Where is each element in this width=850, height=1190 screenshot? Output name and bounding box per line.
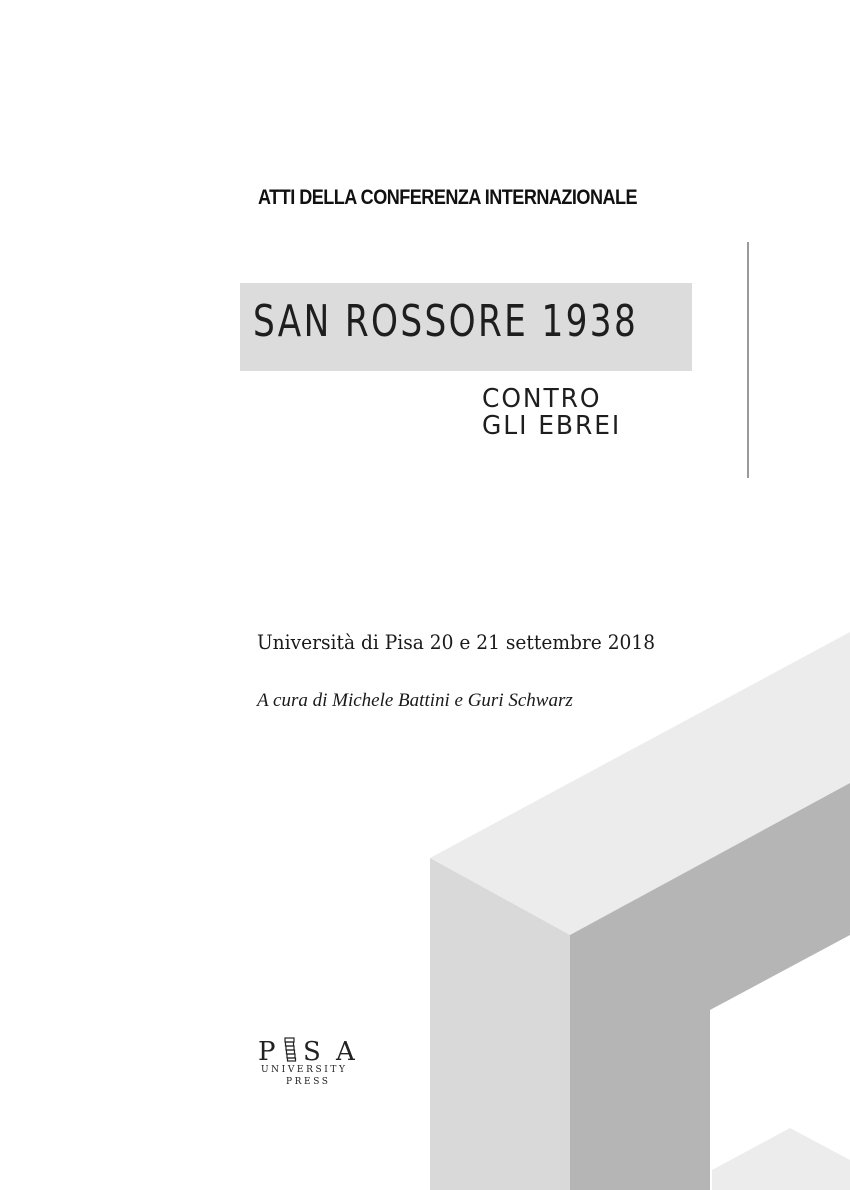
- publisher-logo: [258, 1036, 368, 1096]
- series-title: ATTI DELLA CONFERENZA INTERNAZIONALE: [258, 186, 638, 209]
- svg-text:S: S: [303, 1037, 321, 1066]
- subtitle-line-1: CONTRO: [482, 384, 602, 414]
- editors-credit: A cura di Michele Battini e Guri Schwarz: [257, 690, 573, 711]
- svg-text:P: P: [258, 1037, 276, 1066]
- publisher-logo-letters: [258, 1036, 368, 1066]
- publisher-logo-university: UNIVERSITY: [261, 1065, 348, 1075]
- publisher-logo-press: PRESS: [286, 1077, 331, 1087]
- book-title: SAN ROSSORE 1938: [253, 296, 639, 347]
- conference-venue-date: Università di Pisa 20 e 21 settembre 2018: [257, 630, 656, 654]
- svg-text:A: A: [336, 1037, 355, 1066]
- book-subtitle: [482, 386, 621, 440]
- vertical-divider: [747, 242, 749, 478]
- subtitle-line-2: GLI EBREI: [482, 411, 622, 441]
